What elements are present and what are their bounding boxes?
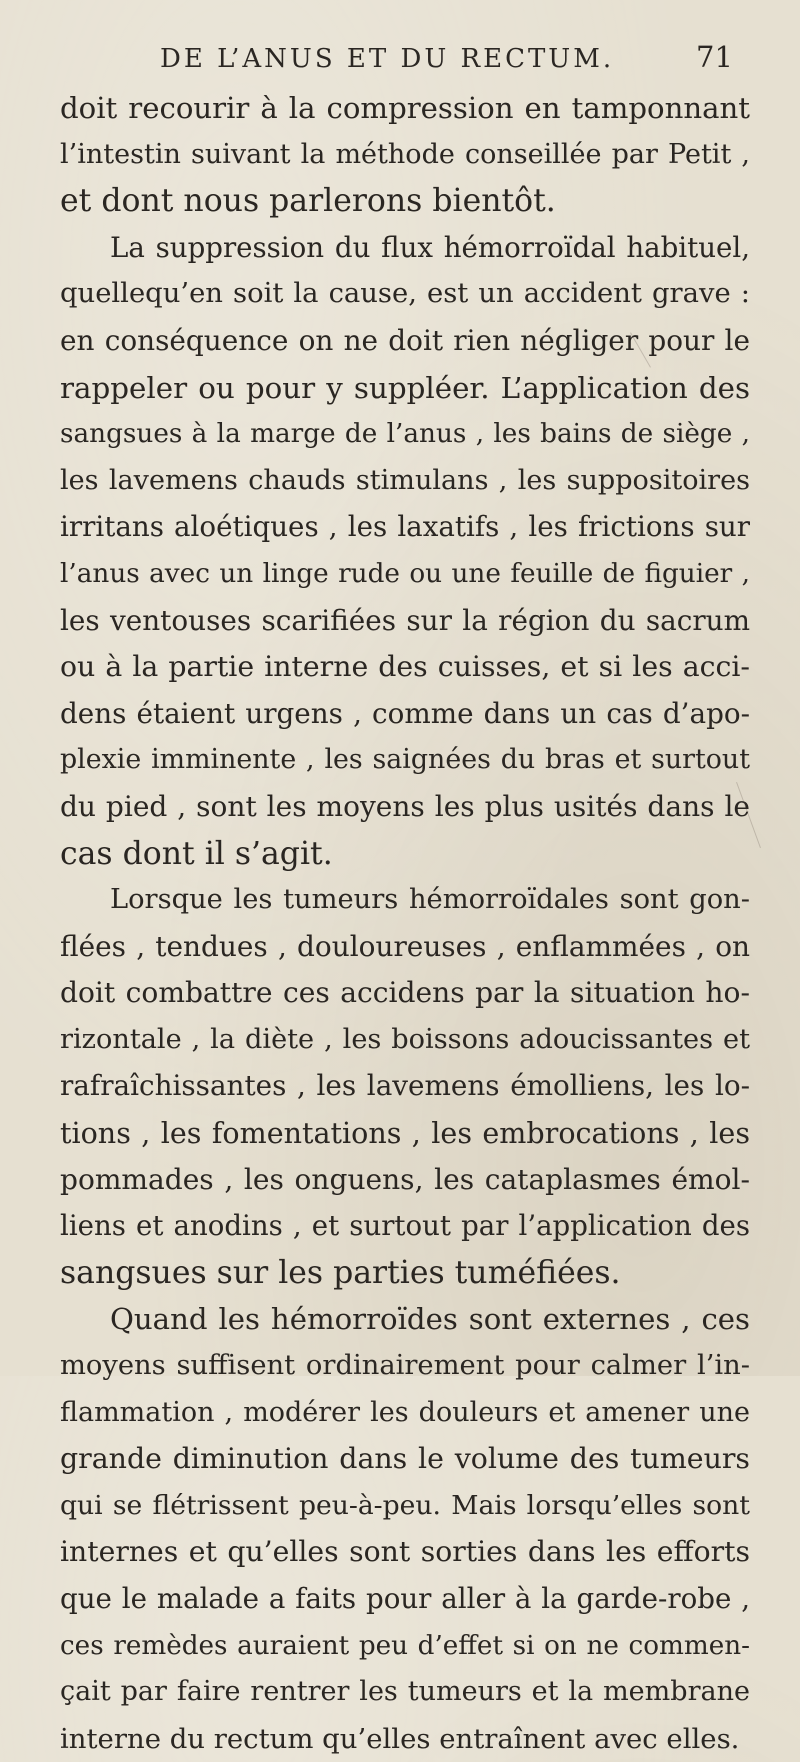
text-line: ces remèdes auraient peu d’effet si on ne commen- [60, 1630, 750, 1661]
text-line: flées , tendues , douloureuses , enflammées , on [60, 929, 750, 963]
text-line: La suppression du flux hémorroïdal habituel, [110, 230, 750, 264]
text-line: l’anus avec un linge rude ou une feuille de figuier , [60, 558, 750, 589]
body-text [60, 85, 750, 1762]
text-line: que le malade a faits pour aller à la garde-robe , [60, 1582, 750, 1615]
page-number: 71 [696, 40, 733, 74]
text-line: doit combattre ces accidens par la situation ho- [60, 976, 750, 1010]
text-line: quellequ’en soit la cause, est un accident grave : [60, 278, 750, 310]
text-line: doit recourir à la compression en tamponnant [60, 91, 750, 125]
text-line: Quand les hémorroïdes sont externes , ces [110, 1302, 750, 1337]
text-line: ou à la partie interne des cuisses, et si les acci- [60, 650, 750, 684]
text-line: rizontale , la diète , les boissons adoucissantes et [60, 1023, 750, 1055]
text-line: plexie imminente , les saignées du bras et surtout [60, 744, 750, 776]
text-line: dens étaient urgens , comme dans un cas d’apo- [60, 696, 750, 730]
text-line: grande diminution dans le volume des tumeurs [60, 1442, 750, 1476]
text-line: pommades , les onguens, les cataplasmes émol- [60, 1162, 750, 1196]
text-line: irritans aloétiques , les laxatifs , les frictions sur [60, 510, 750, 544]
text-line: l’intestin suivant la méthode conseillée par Petit , [60, 138, 750, 170]
text-line: rafraîchissantes , les lavemens émolliens, les lo- [60, 1069, 750, 1103]
text-line: çait par faire rentrer les tumeurs et la membrane [60, 1676, 750, 1708]
text-line: liens et anodins , et surtout par l’application des [60, 1209, 750, 1243]
text-line: flammation , modérer les douleurs et amener une [60, 1396, 750, 1428]
text-line: internes et qu’elles sont sorties dans les efforts [60, 1535, 750, 1569]
text-line: du pied , sont les moyens les plus usités dans le [60, 789, 750, 823]
text-line: moyens suffisent ordinairement pour calmer l’in- [60, 1350, 750, 1382]
text-line: les lavemens chauds stimulans , les suppositoires [60, 464, 750, 496]
running-head: DE L’ANUS ET DU RECTUM. [160, 44, 615, 74]
text-line: sangsues sur les parties tuméfiées. [60, 1254, 621, 1291]
text-line: Lorsque les tumeurs hémorroïdales sont gon- [110, 884, 750, 916]
text-line: en conséquence on ne doit rien négliger pour le [60, 323, 750, 357]
text-line: cas dont il s’agit. [60, 835, 333, 872]
text-line: les ventouses scarifiées sur la région du sacrum [60, 603, 750, 637]
text-line: sangsues à la marge de l’anus , les bains de siège , [60, 419, 750, 450]
text-line: tions , les fomentations , les embrocations , les [60, 1116, 750, 1151]
text-line: rappeler ou pour y suppléer. L’application des [60, 370, 750, 405]
text-line: qui se flétrissent peu-à-peu. Mais lorsqu’elles sont [60, 1489, 750, 1521]
text-line: interne du rectum qu’elles entraînent avec elles. [60, 1722, 740, 1755]
text-line: et dont nous parlerons bientôt. [60, 183, 556, 220]
